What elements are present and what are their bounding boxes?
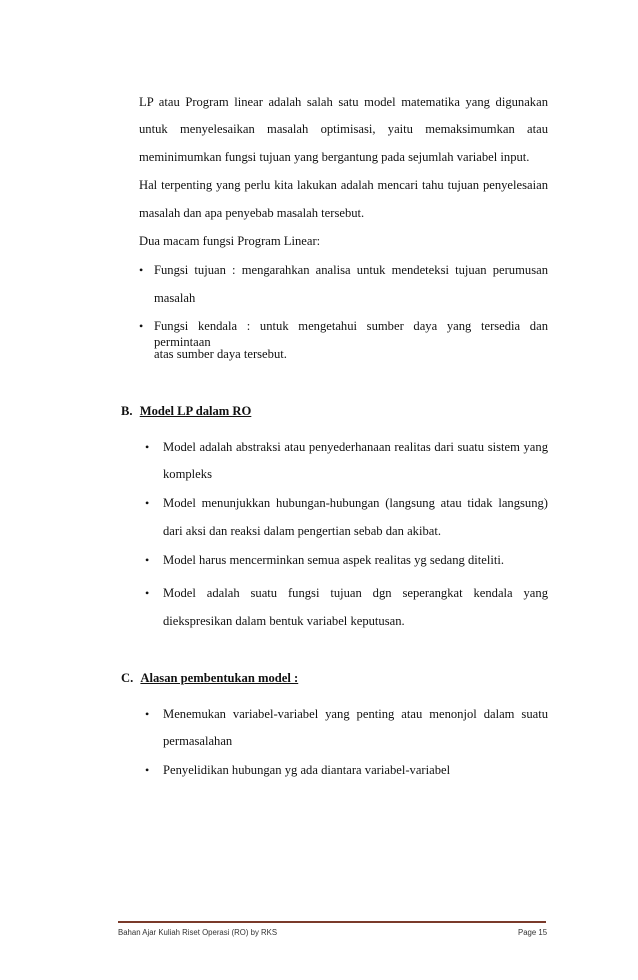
footer-left-text: Bahan Ajar Kuliah Riset Operasi (RO) by RKS — [118, 928, 278, 937]
intro-p3: Dua macam fungsi Program Linear: — [139, 234, 321, 248]
b-bullet-2-line-1: Model menunjukkan hubungan-hubungan (langsung atau tidak langsung) — [163, 496, 548, 510]
section-c-heading — [121, 670, 298, 686]
bullet-marker: • — [139, 263, 144, 277]
bullet-marker: • — [145, 496, 150, 510]
b-bullet-2-line-2: dari aksi dan reaksi dalam pengertian sebab dan akibat. — [163, 524, 442, 538]
c-bullet-2-line-1: Penyelidikan hubungan yg ada diantara variabel-variabel — [163, 763, 451, 777]
section-b-title: Model LP dalam RO — [139, 404, 252, 418]
bullet-marker: • — [145, 763, 150, 777]
b-bullet-4-line-2: diekspresikan dalam bentuk variabel keputusan. — [163, 614, 405, 628]
b-bullet-3-line-1: Model harus mencerminkan semua aspek realitas yg sedang diteliti. — [163, 553, 504, 567]
b-bullet-4-line-1: Model adalah suatu fungsi tujuan dgn seperangkat kendala yang — [163, 586, 548, 600]
c-bullet-1-line-2: permasalahan — [163, 734, 233, 748]
bullet-marker: • — [145, 553, 150, 567]
intro-p2-line-1: Hal terpenting yang perlu kita lakukan adalah mencari tahu tujuan penyelesaian — [139, 178, 548, 192]
section-c-letter: C. — [121, 671, 134, 685]
section-b-letter: B. — [121, 404, 133, 418]
section-b-heading — [121, 403, 251, 419]
intro-p1-line-3: meminimumkan fungsi tujuan yang bergantung pada sejumlah variabel input. — [139, 150, 530, 164]
bullet-marker: • — [145, 586, 150, 600]
section-c-title: Alasan pembentukan model : — [140, 671, 299, 685]
intro-p2-line-2: masalah dan apa penyebab masalah tersebut. — [139, 206, 365, 220]
intro-bullet-2-line-2: atas sumber daya tersebut. — [154, 347, 287, 361]
intro-bullet-1-line-1: Fungsi tujuan : mengarahkan analisa untuk mendeteksi tujuan perumusan — [154, 263, 548, 277]
intro-bullet-2-line-1: Fungsi kendala : untuk mengetahui sumber daya yang tersedia dan permintaan — [154, 319, 548, 349]
intro-bullet-1-line-2: masalah — [154, 291, 196, 305]
intro-p1-line-1: LP atau Program linear adalah salah satu model matematika yang digunakan — [139, 95, 548, 109]
intro-p1-line-2: untuk menyelesaikan masalah optimisasi, yaitu memaksimumkan atau — [139, 122, 548, 136]
b-bullet-1-line-1: Model adalah abstraksi atau penyederhanaan realitas dari suatu sistem yang — [163, 440, 548, 454]
bullet-marker: • — [145, 440, 150, 454]
footer-divider — [118, 921, 546, 923]
c-bullet-1-line-1: Menemukan variabel-variabel yang penting atau menonjol dalam suatu — [163, 707, 548, 721]
footer-page-number: Page 15 — [518, 928, 548, 937]
bullet-marker: • — [145, 707, 150, 721]
b-bullet-1-line-2: kompleks — [163, 467, 212, 481]
bullet-marker: • — [139, 319, 144, 333]
